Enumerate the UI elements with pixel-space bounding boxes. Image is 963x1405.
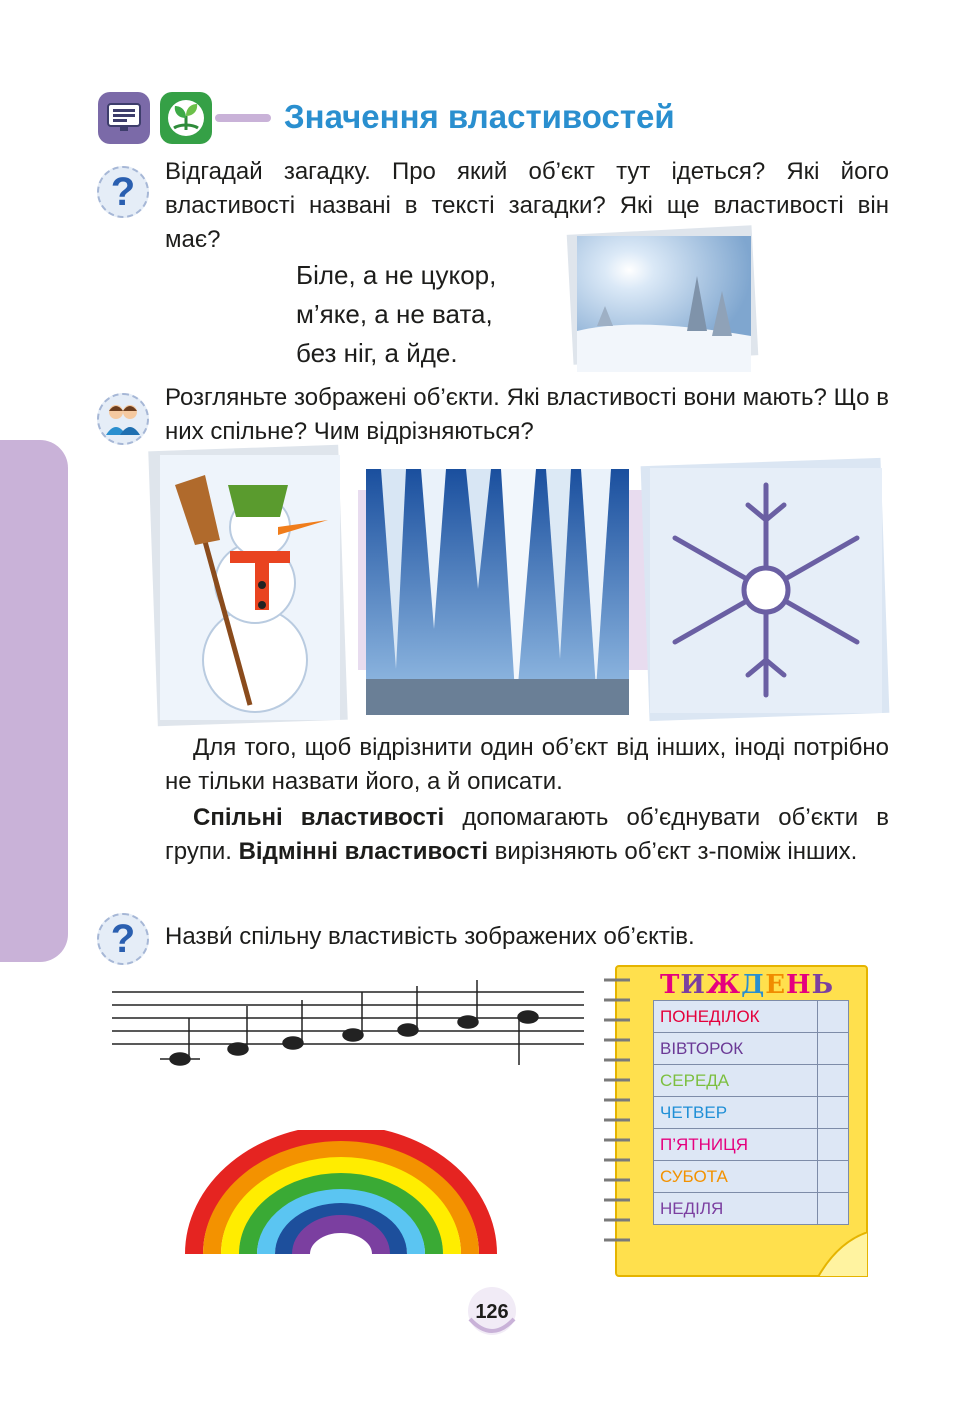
side-tab: [0, 440, 68, 962]
title-letter: Ж: [705, 970, 742, 1000]
title-letter: Е: [765, 970, 787, 1000]
notebook-title: [660, 970, 834, 1000]
task3-text: Назви́ спільну властивість зображених об’єктів.: [165, 923, 695, 950]
section-title: Значення властивостей: [284, 98, 675, 135]
days-table: [653, 1000, 849, 1225]
blank-cell: [818, 1097, 849, 1129]
table-row: [654, 1193, 849, 1225]
task2-text: Розгляньте зображені об’єкти. Які властивості вони мають? Що в них спільне? Чим відрізняються?: [165, 384, 889, 445]
table-row: [654, 1097, 849, 1129]
blank-cell: [818, 1065, 849, 1097]
riddle: [296, 256, 496, 373]
riddle-line: Біле, а не цукор,: [296, 260, 497, 290]
pair-work-icon: [97, 393, 149, 445]
table-row: [654, 1065, 849, 1097]
blank-cell: [818, 1033, 849, 1065]
notebook-spiral: [600, 972, 636, 1272]
table-row: [654, 1161, 849, 1193]
snowman-image: [160, 455, 340, 720]
task1-text: Відгадай загадку. Про який об’єкт тут ідеться? Які його властивості названі в тексті загадки? Які ще властивості він має?: [165, 158, 889, 253]
title-letter: Т: [660, 970, 681, 1000]
table-row: [654, 1001, 849, 1033]
rainbow-image: [185, 1130, 497, 1254]
blank-cell: [818, 1001, 849, 1033]
term-distinct-properties: Відмінні властивості: [238, 838, 488, 865]
day-cell: НЕДІЛЯ: [654, 1193, 818, 1225]
info-paragraph: [165, 801, 889, 869]
icicles-image: [366, 469, 629, 715]
sprout-icon: [160, 92, 212, 144]
day-cell: ЧЕТВЕР: [654, 1097, 818, 1129]
day-cell: П’ЯТНИЦЯ: [654, 1129, 818, 1161]
day-cell: ПОНЕДІЛОК: [654, 1001, 818, 1033]
title-letter: Д: [741, 970, 766, 1000]
day-cell: СЕРЕДА: [654, 1065, 818, 1097]
blank-cell: [818, 1193, 849, 1225]
term-common-properties: Спільні властивості: [193, 804, 445, 831]
computer-icon: [98, 92, 150, 144]
page-curl: [818, 1232, 868, 1277]
riddle-line: без ніг, а йде.: [296, 338, 458, 368]
music-notes-image: [108, 980, 586, 1072]
info-text: вирізняють об’єкт з-поміж інших.: [488, 838, 858, 865]
riddle-line: м’яке, а не вата,: [296, 299, 493, 329]
question-icon: ?: [97, 913, 149, 965]
info-text: допомагають об’єднувати об’єкти в групи.: [165, 804, 889, 865]
title-letter: Ь: [811, 970, 835, 1000]
day-cell: СУБОТА: [654, 1161, 818, 1193]
header-divider: [215, 114, 271, 122]
winter-landscape-image: [577, 236, 751, 372]
blank-cell: [818, 1161, 849, 1193]
question-icon: ?: [97, 166, 149, 218]
table-row: [654, 1033, 849, 1065]
title-letter: Н: [786, 970, 812, 1000]
table-row: [654, 1129, 849, 1161]
snowflake-image: [650, 468, 882, 713]
title-letter: И: [680, 970, 706, 1000]
blank-cell: [818, 1129, 849, 1161]
day-cell: ВІВТОРОК: [654, 1033, 818, 1065]
info-paragraph: Для того, щоб відрізнити один об’єкт від інших, іноді потрібно не тільки назвати його, а й описати.: [165, 734, 889, 795]
page-number: 126: [475, 1300, 509, 1323]
